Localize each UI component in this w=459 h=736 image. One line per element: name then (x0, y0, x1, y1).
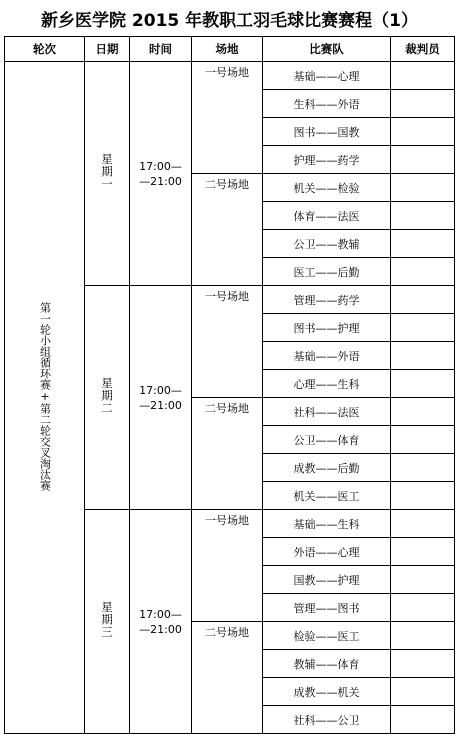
day-label: 星期二 (100, 377, 114, 415)
referee-cell (391, 202, 455, 230)
referee-cell (391, 314, 455, 342)
venue-cell (192, 398, 263, 510)
round-label: 第一轮小组循环赛+第二轮交叉淘汰赛 (38, 301, 52, 491)
referee-cell (391, 622, 455, 650)
header-round: 轮次 (5, 37, 85, 62)
match-teams: 成教——后勤 (263, 454, 391, 482)
match-teams: 医工——后勤 (263, 258, 391, 286)
schedule-table (4, 36, 455, 734)
referee-cell (391, 678, 455, 706)
match-teams: 护理——药学 (263, 146, 391, 174)
day-cell (85, 62, 130, 286)
match-teams: 社科——法医 (263, 398, 391, 426)
referee-cell (391, 90, 455, 118)
table-row (5, 62, 455, 90)
match-teams: 机关——检验 (263, 174, 391, 202)
venue-cell (192, 510, 263, 622)
header-row (5, 37, 455, 62)
match-teams: 基础——外语 (263, 342, 391, 370)
match-teams: 国教——护理 (263, 566, 391, 594)
match-teams: 生科——外语 (263, 90, 391, 118)
venue-cell (192, 622, 263, 734)
match-teams: 成教——机关 (263, 678, 391, 706)
match-teams: 基础——心理 (263, 62, 391, 90)
match-teams: 图书——国教 (263, 118, 391, 146)
header-teams: 比赛队 (263, 37, 391, 62)
venue-label: 二号场地 (205, 626, 249, 639)
venue-label: 二号场地 (205, 402, 249, 415)
match-teams: 公卫——体育 (263, 426, 391, 454)
referee-cell (391, 538, 455, 566)
match-teams: 检验——医工 (263, 622, 391, 650)
time-cell (130, 62, 192, 286)
match-teams: 教辅——体育 (263, 650, 391, 678)
header-referee: 裁判员 (391, 37, 455, 62)
match-teams: 基础——生科 (263, 510, 391, 538)
match-teams: 外语——心理 (263, 538, 391, 566)
referee-cell (391, 258, 455, 286)
referee-cell (391, 398, 455, 426)
referee-cell (391, 174, 455, 202)
page-title: 新乡医学院 2015 年教职工羽毛球比赛赛程（1） (41, 11, 418, 31)
referee-cell (391, 706, 455, 734)
referee-cell (391, 118, 455, 146)
referee-cell (391, 650, 455, 678)
time-label: 17:00— —21:00 (139, 383, 182, 412)
time-cell (130, 510, 192, 734)
day-cell (85, 286, 130, 510)
venue-label: 一号场地 (205, 66, 249, 79)
referee-cell (391, 62, 455, 90)
venue-cell (192, 286, 263, 398)
referee-cell (391, 230, 455, 258)
venue-cell (192, 174, 263, 286)
referee-cell (391, 146, 455, 174)
match-teams: 社科——公卫 (263, 706, 391, 734)
day-label: 星期三 (100, 601, 114, 639)
match-teams: 机关——医工 (263, 482, 391, 510)
match-teams: 管理——图书 (263, 594, 391, 622)
referee-cell (391, 370, 455, 398)
match-teams: 体育——法医 (263, 202, 391, 230)
match-teams: 公卫——教辅 (263, 230, 391, 258)
header-venue: 场地 (192, 37, 263, 62)
referee-cell (391, 286, 455, 314)
time-cell (130, 286, 192, 510)
venue-label: 一号场地 (205, 514, 249, 527)
day-label: 星期一 (100, 153, 114, 191)
referee-cell (391, 426, 455, 454)
match-teams: 心理——生科 (263, 370, 391, 398)
venue-label: 一号场地 (205, 290, 249, 303)
referee-cell (391, 594, 455, 622)
referee-cell (391, 454, 455, 482)
header-date: 日期 (85, 37, 130, 62)
referee-cell (391, 482, 455, 510)
header-time: 时间 (130, 37, 192, 62)
referee-cell (391, 566, 455, 594)
venue-label: 二号场地 (205, 178, 249, 191)
venue-cell (192, 62, 263, 174)
match-teams: 图书——护理 (263, 314, 391, 342)
time-label: 17:00— —21:00 (139, 159, 182, 188)
day-cell (85, 510, 130, 734)
match-teams: 管理——药学 (263, 286, 391, 314)
referee-cell (391, 342, 455, 370)
referee-cell (391, 510, 455, 538)
round-cell (5, 62, 85, 734)
time-label: 17:00— —21:00 (139, 607, 182, 636)
